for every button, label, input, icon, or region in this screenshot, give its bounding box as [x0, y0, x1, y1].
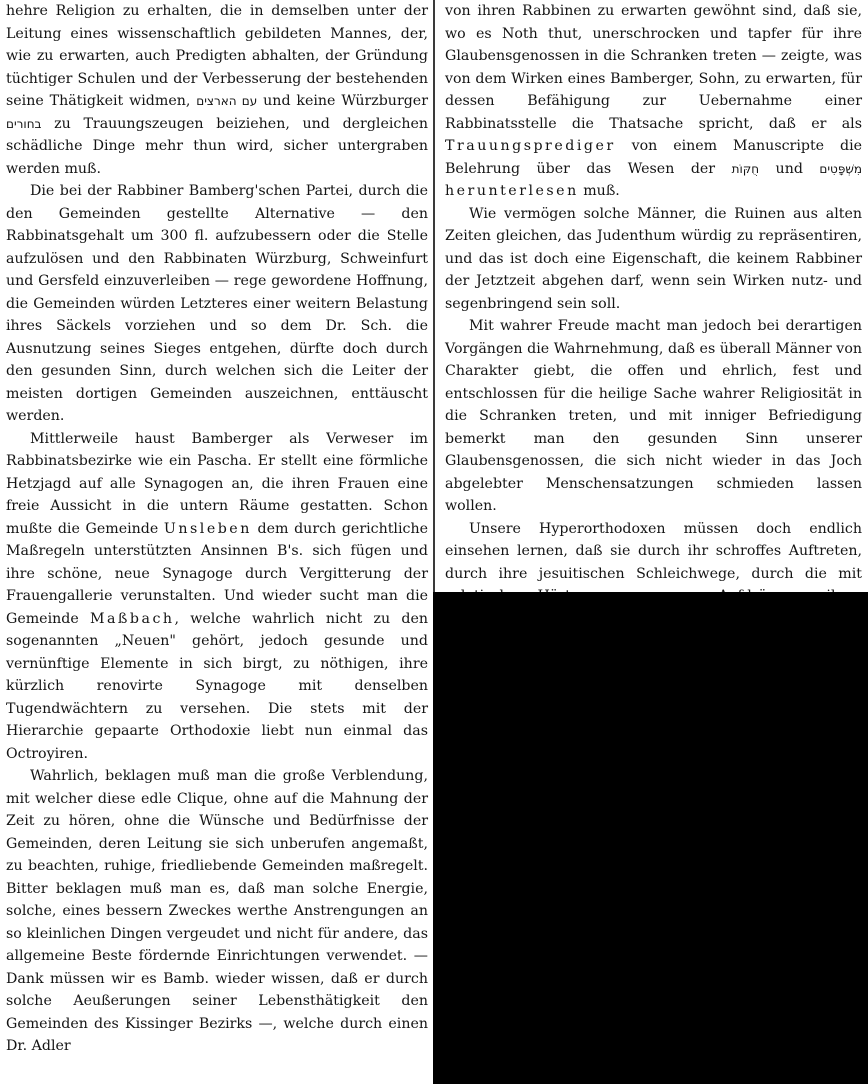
- text-span: von ihren Rabbinen zu erwarten gewöhnt sind, daß sie, wo es Noth thut, unerschrocken und tapfer für ihre Glaubensgenossen in die Schranken treten — zeigte, was von dem Wirken eines Bamberger, Sohn, zu erwarten, für dessen Befähigung zur Uebernahme einer Rabbinatsstelle die Thatsache spricht, daß er als: [445, 3, 862, 132]
- hebrew-term: בחורים: [6, 116, 42, 131]
- left-paragraph-1: [6, 0, 428, 180]
- text-span: Unsere Hyperorthodoxen müssen doch endlich einsehen lernen, daß sie durch ihr schroffes Auftreten, durch ihre jesuitischen Schleichwege, durch die mit: [445, 520, 862, 582]
- text-span: von einem Manuscripte die Belehrung über das Wesen der: [445, 138, 862, 177]
- text-span: Mittlerweile haust Bamberger als Verweser im Rabbinatsbezirke wie ein Pascha. Er stellt eine förmliche Hetzjagd auf alle Synagogen an, die ihren Frauen eine freie Aussicht in die untern Räume gestatten. Schon mußte die Gemeinde: [6, 430, 428, 537]
- text-span: und: [759, 160, 820, 177]
- text-span: Wie vermögen solche Männer, die Ruinen aus alten Zeiten gleichen, das Judenthum würdig zu repräsentiren, und das ist doch eine Eigenschaft, die keinem Rabbiner der Jetztzeit abgehen darf, wenn sein Wirken nutz- und segenbringend sein soll.: [445, 205, 862, 312]
- spaced-place-name: Maßbach: [89, 610, 175, 627]
- hebrew-term: חֻקּוֹת: [731, 161, 760, 176]
- text-span: Mit wahrer Freude macht man jedoch bei derartigen Vorgängen die Wahrnehmung, daß es überall Männer von Charakter giebt, die offen und ehrlich, fest und entschlossen für die heilige Sache wahrer Religiosität in die Schranken treten, und mit inniger Befriedigung bemerkt man den gesunden Sinn unserer Glaubensgenossen, die sich nicht wieder in das Joch abgelebter Menschensatzungen schmieden lassen wollen.: [445, 318, 862, 514]
- text-span: muß.: [578, 183, 620, 199]
- right-paragraph-1: [445, 0, 862, 203]
- text-span: hehre Religion zu erhalten, die in demselben unter der Leitung eines wissenschaftlich gebildeten Mannes, der, wie zu erwarten, auch Predigten abhalten, der Gründung tüchtiger Schulen und der Verbesserung der bestehenden seine Thätigkeit widmen,: [6, 3, 428, 109]
- text-span: , welche wahrlich nicht zu den sogenannten „Neuen" gehört, jedoch gesunde und vernünftige Elemente in sich birgt, zu nöthigen, ihre kürzlich renovirte Synagoge mit denselben Tugendwächtern zu versehen. Die stets mit der Hierarchie gepaarte Orthodoxie liebt nun einmal das Octroyiren.: [6, 610, 428, 762]
- left-column: [0, 0, 434, 1058]
- spaced-term: Trauungsprediger: [445, 138, 616, 154]
- hebrew-term: עם הארצים: [196, 94, 258, 108]
- right-paragraph-2: [445, 203, 862, 316]
- text-span: zu Trauungszeugen beiziehen, und dergleichen schädliche Dinge mehr thun wird, sicher untergraben werden muß.: [6, 115, 428, 177]
- left-paragraph-3: [6, 428, 428, 766]
- right-paragraph-3: [445, 315, 862, 518]
- text-span: und keine Würzburger: [257, 93, 428, 109]
- text-span: Die bei der Rabbiner Bamberg'schen Partei, durch die den Gemeinden gestellte Alternative — den Rabbinatsgehalt um 300 fl. aufzubessern oder die Stelle aufzulösen und den Rabbinaten Würzburg, Schweinfurt und Gersfeld einzuverleiben — rege gewordene Hoffnung, die Gemeinden würden Letzteres einer weitern Belastung ihres Säckels vorziehen und so dem Dr. Sch. die Ausnutzung seines Sieges entgehen, dürfte doch durch den gesunden Sinn, durch welchen sich die Leiter der meisten dortigen Gemeinden auszeichnen, enttäuscht werden.: [6, 183, 428, 424]
- left-paragraph-4: [6, 765, 428, 1058]
- spaced-place-name: Unsleben: [163, 520, 252, 537]
- black-scan-region: [433, 592, 868, 1084]
- spaced-term: herunterlesen: [445, 183, 579, 199]
- hebrew-term: מִשְׁפָּטִים: [819, 161, 862, 176]
- left-paragraph-2: [6, 180, 428, 428]
- text-span: Wahrlich, beklagen muß man die große Verblendung, mit welcher diese edle Clique, ohne auf die Mahnung der Zeit zu hören, ohne die Wünsche und Bedürfnisse der Gemeinden, deren Leitung sie sich unberufen angemaßt, zu beachten, ruhige, friedliebende Gemeinden maßregelt. Bitter beklagen muß man es, daß man solche Energie, solche, eines bessern Zweckes werthe Anstrengungen an so kleinlichen Dingen vergeudet und nicht für andere, das allgemeine Beste fördernde Einrichtungen verwendet. — Dank müssen wir es Bamb. wieder wissen, daß er durch solche Aeußerungen seiner Lebensthätigkeit den Gemeinden des Kissinger Bezirks —, welche durch einen Dr. Adler: [6, 768, 428, 1054]
- text-span: dem durch gerichtliche Maßregeln unterstützten Ansinnen B's. sich fügen und ihre schöne, neue Synagoge durch Vergitterung der Frauengallerie verunstalten. Und wieder sucht man die Gemeinde: [6, 520, 428, 627]
